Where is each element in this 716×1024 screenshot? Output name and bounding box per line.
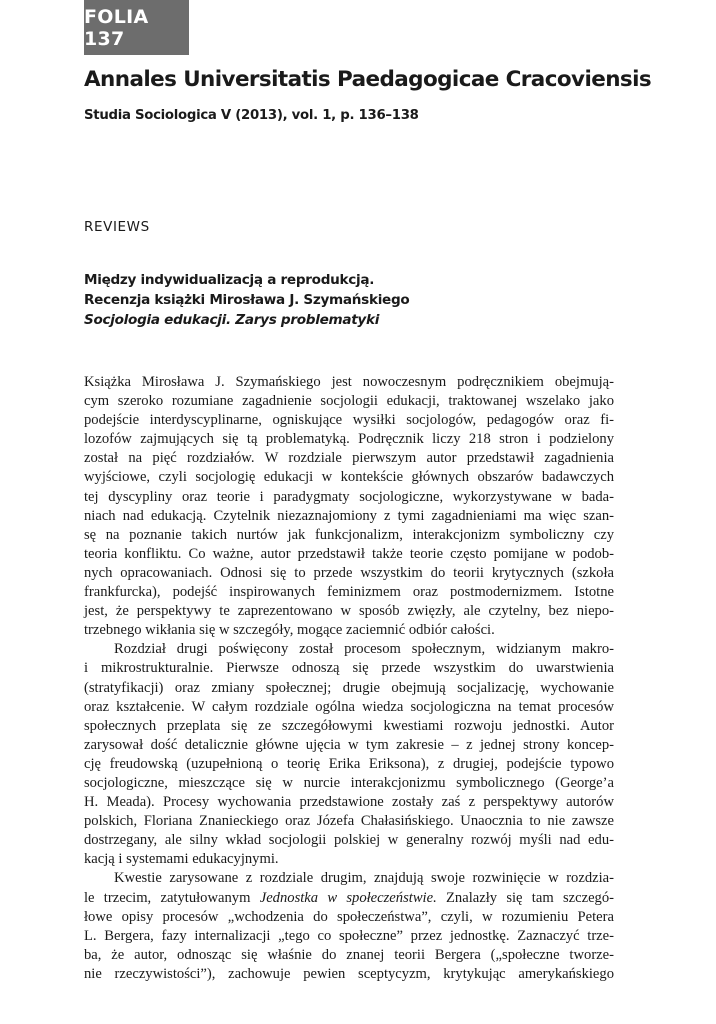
body-line: niach nad edukacją. Czytelnik niezaznajomiony z tymi zagadnieniami ma więc szan- bbox=[84, 507, 614, 524]
article-title-line: Między indywidualizacją a reprodukcją. bbox=[84, 272, 375, 288]
book-title: Socjologia edukacji. Zarys problematyki bbox=[84, 312, 380, 328]
body-line: Książka Mirosława J. Szymańskiego jest nowoczesnym podręcznikiem obejmują- bbox=[84, 374, 614, 390]
body-line-text: le trzecim, zatytułowanym bbox=[84, 889, 260, 906]
body-line: oraz kształcenie. W całym rozdziale ogólna wiedza socjologiczna na temat procesów bbox=[84, 698, 614, 715]
body-line: lozofów zajmujących się tą problematyką. Podręcznik liczy 218 stron i podzielony bbox=[84, 431, 614, 448]
body-line: kacją i systemami edukacyjnymi. bbox=[84, 851, 279, 868]
section-label: REVIEWS bbox=[84, 219, 150, 235]
body-line: wyjściowe, czyli socjologię edukacji w kontekście głównych obszarów badawczych bbox=[84, 469, 614, 486]
body-line: społecznych przeplata się ze szczegółowymi kwestiami rozwoju jednostki. Autor bbox=[84, 717, 614, 734]
journal-subtitle: Studia Sociologica V (2013), vol. 1, p. 136–138 bbox=[84, 108, 419, 123]
body-line: cym szeroko rozumiane zagadnienie socjologii edukacji, traktowanej wszelako jako bbox=[84, 393, 614, 410]
body-line: nych opracowaniach. Odnosi się to przede wszystkim do teorii krytycznych (szkoła bbox=[84, 564, 614, 581]
body-line: socjologiczne, mieszczące się w nurcie interakcjonizmu symbolicznego (George’a bbox=[84, 774, 614, 791]
body-line: frankfurcka), podejść inspirowanych feminizmem oraz postmodernizmem. Istotne bbox=[84, 584, 614, 601]
body-line: Kwestie zarysowane z rozdziale drugim, znajdują swoje rozwinięcie w rozdzia- bbox=[114, 870, 614, 887]
article-title-line: Recenzja książki Mirosława J. Szymańskiego bbox=[84, 292, 410, 308]
body-line: cję freudowską (uzupełnioną o teorię Erika Eriksona), z drugiej, podejście typowo bbox=[84, 755, 614, 772]
body-line-text: Znalazły się tam szczegó- bbox=[436, 889, 614, 906]
body-line: łowe opisy procesów „wchodzenia do społeczeństwa”, czyli, w rozumieniu Petera bbox=[84, 908, 614, 925]
body-line bbox=[84, 889, 614, 908]
body-line: nie rzeczywistości”), zachowuje pewien sceptycyzm, krytykując amerykańskiego bbox=[84, 965, 614, 982]
journal-title: Annales Universitatis Paedagogicae Cracoviensis bbox=[84, 67, 652, 92]
body-line: teoria konfliktu. Co ważne, autor przedstawił także teorie często pomijane w podob- bbox=[84, 545, 614, 562]
folia-badge: FOLIA 137 bbox=[84, 0, 189, 55]
body-line: (stratyfikacji) oraz zmiany społecznej; drugie obejmują socjalizację, wychowanie bbox=[84, 679, 614, 696]
body-line: ba, że autor, odnosząc się właśnie do znanej teorii Bergera („społeczne tworze- bbox=[84, 946, 614, 963]
body-line: podejście interdyscyplinarne, ogniskujące wysiłki socjologów, pedagogów oraz fi- bbox=[84, 412, 614, 429]
body-line: L. Bergera, fazy internalizacji „tego co społeczne” przez jednostkę. Zaznaczyć trze- bbox=[84, 927, 614, 944]
body-line: i mikrostrukturalnie. Pierwsze odnoszą się przede wszystkim do uwarstwienia bbox=[84, 660, 614, 677]
body-line: Rozdział drugi poświęcony został procesom społecznym, widzianym makro- bbox=[114, 641, 614, 658]
review-body bbox=[84, 373, 614, 984]
body-line: został na pięć rozdziałów. W rozdziale pierwszym autor przedstawił zagadnienia bbox=[84, 450, 614, 467]
body-line: zarysował dość detalicznie główne ujęcia w tym zakresie – z jednej strony koncep- bbox=[84, 736, 614, 753]
body-line: sę na poznanie takich nurtów jak funkcjonalizm, interakcjonizm symboliczny czy bbox=[84, 526, 614, 543]
article-title bbox=[84, 270, 409, 330]
body-line: trzebnego wikłania się w szczegóły, mogące zaciemnić odbiór całości. bbox=[84, 622, 495, 639]
chapter-title: Jednostka w społeczeństwie. bbox=[259, 889, 437, 906]
body-line: jest, że perspektywy te zaprezentowano w sposób zwięzły, ale czytelny, bez niepo- bbox=[84, 603, 614, 620]
body-line: H. Meada). Procesy wychowania przedstawione zostały zaś z perspektywy autorów bbox=[84, 794, 614, 811]
body-line: tej dyscypliny oraz teorie i paradygmaty socjologiczne, wykorzystywane w bada- bbox=[84, 488, 614, 505]
body-line: dostrzegany, ale silny wkład socjologii polskiej w generalny rozwój myśli nad edu- bbox=[84, 832, 614, 849]
body-line: polskich, Floriana Znanieckiego oraz Józefa Chałasińskiego. Unaocznia to nie zawsze bbox=[84, 813, 614, 830]
